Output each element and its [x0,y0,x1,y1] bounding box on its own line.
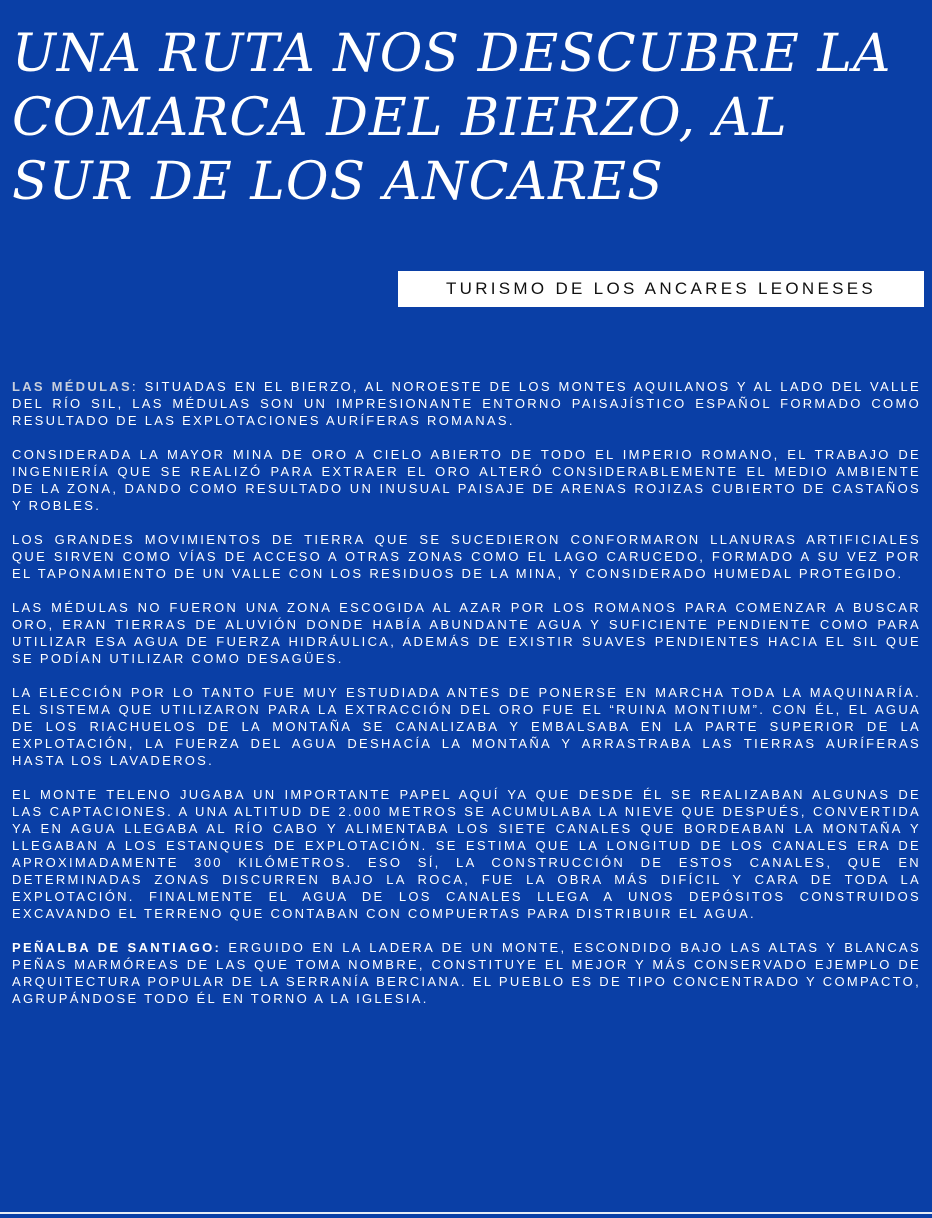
paragraph-text: LA ELECCIÓN POR LO TANTO FUE MUY ESTUDIADA ANTES DE PONERSE EN MARCHA TODA LA MAQUINARÍA. EL SISTEMA QUE UTILIZARON PARA LA EXTRACCIÓN DEL ORO FUE EL “RUINA MONTIUM”. CON ÉL, EL AGUA DE LOS RIACHUELOS DE LA MONTAÑA SE CANALIZABA Y EMBALSABA EN LA PARTE SUPERIOR DE LA EXPLOTACIÓN, LA FUERZA DEL AGUA DESHACÍA LA MONTAÑA Y ARRASTRABA LAS TIERRAS AURÍFERAS HASTA LOS LAVADEROS. [12,685,921,768]
paragraph-lead: LAS MÉDULAS [12,379,132,394]
paragraph [12,531,921,582]
paragraph [12,446,921,514]
paragraph-las-medulas [12,378,921,429]
source-label: TURISMO DE LOS ANCARES LEONESES [398,271,924,307]
page-bottom-divider [0,1212,932,1214]
paragraph-penalba [12,939,921,1007]
paragraph-text: LAS MÉDULAS NO FUERON UNA ZONA ESCOGIDA AL AZAR POR LOS ROMANOS PARA COMENZAR A BUSCAR ORO, ERAN TIERRAS DE ALUVIÓN DONDE HABÍA ABUNDANTE AGUA Y SUFICIENTE PENDIENTE COMO PARA UTILIZAR ESA AGUA DE FUERZA HIDRÁULICA, ADEMÁS DE EXISTIR SUAVES PENDIENTES HACIA EL SIL QUE SE PODÍAN UTILIZAR COMO DESAGÜES. [12,600,921,666]
paragraph [12,684,921,769]
paragraph-text: LOS GRANDES MOVIMIENTOS DE TIERRA QUE SE SUCEDIERON CONFORMARON LLANURAS ARTIFICIALES QUE SIRVEN COMO VÍAS DE ACCESO A OTRAS ZONAS COMO EL LAGO CARUCEDO, FORMADO A SU VEZ POR EL TAPONAMIENTO DE UN VALLE CON LOS RESIDUOS DE LA MINA, Y CONSIDERADO HUMEDAL PROTEGIDO. [12,532,921,581]
article-title: UNA RUTA NOS DESCUBRE LA COMARCA DEL BIERZO, AL SUR DE LOS ANCARES [12,24,892,212]
paragraph-text: ERGUIDO EN LA LADERA DE UN MONTE, ESCONDIDO BAJO LAS ALTAS Y BLANCAS PEÑAS MARMÓREAS DE LAS QUE TOMA NOMBRE, CONSTITUYE EL MEJOR Y MÁS CONSERVADO EJEMPLO DE ARQUITECTURA POPULAR DE LA SERRANÍA BERCIANA. EL PUEBLO ES DE TIPO CONCENTRADO Y COMPACTO, AGRUPÁNDOSE TODO ÉL EN TORNO A LA IGLESIA. [12,940,921,1006]
paragraph [12,599,921,667]
paragraph-text: EL MONTE TELENO JUGABA UN IMPORTANTE PAPEL AQUÍ YA QUE DESDE ÉL SE REALIZABAN ALGUNAS DE LAS CAPTACIONES. A UNA ALTITUD DE 2.000 METROS SE ACUMULABA LA NIEVE QUE DESPUÉS, CONVERTIDA YA EN AGUA LLEGABA AL RÍO CABO Y ALIMENTABA LOS SIETE CANALES QUE BORDEABAN LA MONTAÑA Y LLEGABAN A LOS ESTANQUES DE EXPLOTACIÓN. SE ESTIMA QUE LA LONGITUD DE LOS CANALES ERA DE APROXIMADAMENTE 300 KILÓMETROS. ESO SÍ, LA CONSTRUCCIÓN DE ESTOS CANALES, QUE EN DETERMINADAS ZONAS DISCURREN BAJO LA ROCA, FUE LA OBRA MÁS DIFÍCIL Y CARA DE TODA LA EXPLOTACIÓN. FINALMENTE EL AGUA DE LOS CANALES LLEGA A UNOS DEPÓSITOS CONSTRUIDOS EXCAVANDO EL TERRENO QUE CONTABAN CON COMPUERTAS PARA DISTRIBUIR EL AGUA. [12,787,921,921]
paragraph-lead: PEÑALBA DE SANTIAGO: [12,940,222,955]
article-body [12,378,921,1024]
paragraph-text: : SITUADAS EN EL BIERZO, AL NOROESTE DE LOS MONTES AQUILANOS Y AL LADO DEL VALLE DEL RÍO SIL, LAS MÉDULAS SON UN IMPRESIONANTE ENTORNO PAISAJÍSTICO ESPAÑOL FORMADO COMO RESULTADO DE LAS EXPLOTACIONES AURÍFERAS ROMANAS. [12,379,921,428]
paragraph [12,786,921,922]
paragraph-text: CONSIDERADA LA MAYOR MINA DE ORO A CIELO ABIERTO DE TODO EL IMPERIO ROMANO, EL TRABAJO DE INGENIERÍA QUE SE REALIZÓ PARA EXTRAER EL ORO ALTERÓ CONSIDERABLEMENTE EL MEDIO AMBIENTE DE LA ZONA, DANDO COMO RESULTADO UN INUSUAL PAISAJE DE ARENAS ROJIZAS CUBIERTO DE CASTAÑOS Y ROBLES. [12,447,921,513]
